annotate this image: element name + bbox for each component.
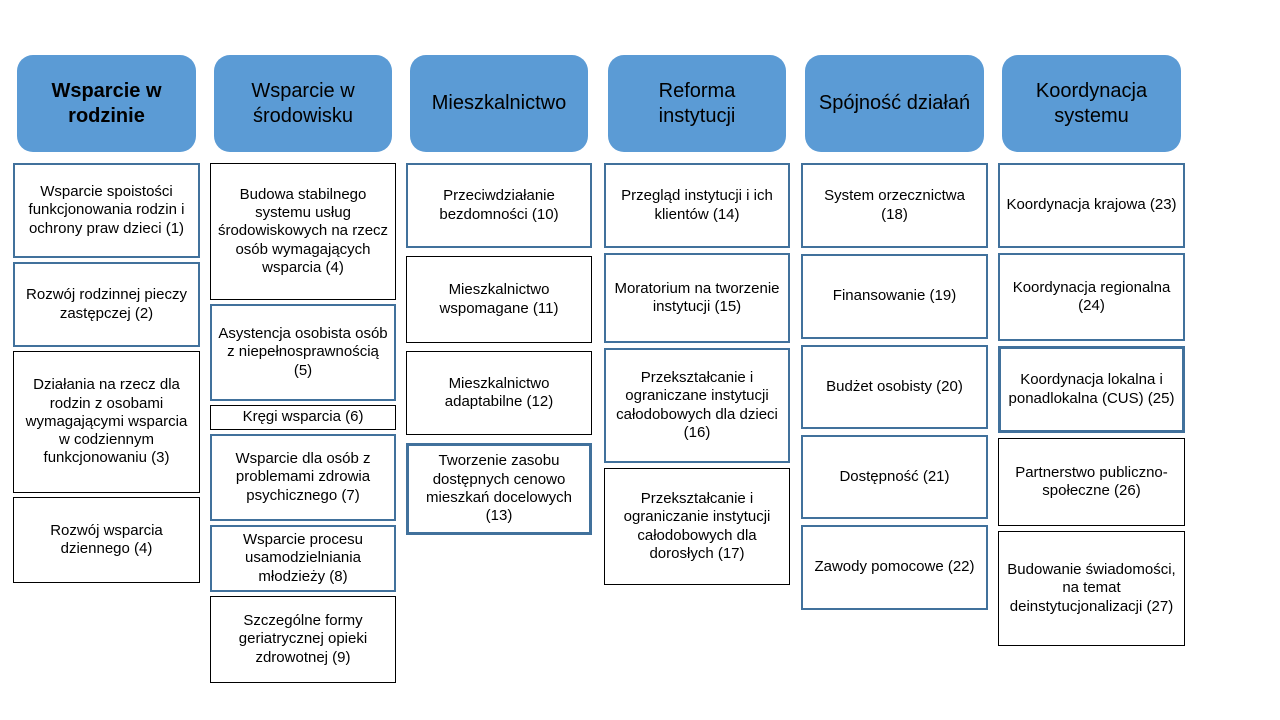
box-c4-4: Przekształcanie i ograniczanie instytucji całodobowych dla dorosłych (17)	[604, 468, 790, 585]
column-spojnosc-dzialan	[801, 55, 988, 616]
box-c2-4: Wsparcie dla osób z problemami zdrowia psychicznego (7)	[210, 434, 396, 521]
column-header-reforma-instytucji: Reforma instytucji	[608, 55, 786, 152]
box-c5-2: Finansowanie (19)	[801, 254, 988, 339]
box-c1-4: Rozwój wsparcia dziennego (4)	[13, 497, 200, 583]
box-c4-3: Przekształcanie i ograniczane instytucji całodobowych dla dzieci (16)	[604, 348, 790, 463]
column-header-koordynacja-systemu: Koordynacja systemu	[1002, 55, 1181, 152]
column-wsparcie-w-rodzinie	[13, 55, 200, 587]
box-c4-2: Moratorium na tworzenie instytucji (15)	[604, 253, 790, 343]
box-c5-5: Zawody pomocowe (22)	[801, 525, 988, 610]
box-c2-5: Wsparcie procesu usamodzielniania młodzieży (8)	[210, 525, 396, 592]
box-c1-1: Wsparcie spoistości funkcjonowania rodzin i ochrony praw dzieci (1)	[13, 163, 200, 258]
column-header-wsparcie-w-rodzinie: Wsparcie w rodzinie	[17, 55, 196, 152]
box-c2-2: Asystencja osobista osób z niepełnosprawnością (5)	[210, 304, 396, 401]
box-c6-5: Budowanie świadomości, na temat deinstytucjonalizacji (27)	[998, 531, 1185, 646]
box-c2-1: Budowa stabilnego systemu usług środowiskowych na rzecz osób wymagających wsparcia (4)	[210, 163, 396, 300]
box-c5-1: System orzecznictwa (18)	[801, 163, 988, 248]
box-c4-1: Przegląd instytucji i ich klientów (14)	[604, 163, 790, 248]
column-wsparcie-w-srodowisku	[210, 55, 396, 687]
box-c3-3: Mieszkalnictwo adaptabilne (12)	[406, 351, 592, 435]
box-c6-2: Koordynacja regionalna (24)	[998, 253, 1185, 341]
box-c6-1: Koordynacja krajowa (23)	[998, 163, 1185, 248]
box-c6-4: Partnerstwo publiczno-społeczne (26)	[998, 438, 1185, 526]
box-c3-1: Przeciwdziałanie bezdomności (10)	[406, 163, 592, 248]
box-c1-3: Działania na rzecz dla rodzin z osobami wymagającymi wsparcia w codziennym funkcjonowaniu (3)	[13, 351, 200, 493]
column-mieszkalnictwo	[406, 55, 592, 543]
column-reforma-instytucji	[604, 55, 790, 590]
box-c1-2: Rozwój rodzinnej pieczy zastępczej (2)	[13, 262, 200, 347]
box-c2-3: Kręgi wsparcia (6)	[210, 405, 396, 430]
box-c5-3: Budżet osobisty (20)	[801, 345, 988, 429]
box-c3-2: Mieszkalnictwo wspomagane (11)	[406, 256, 592, 343]
box-c6-3: Koordynacja lokalna i ponadlokalna (CUS) (25)	[998, 346, 1185, 433]
box-c3-4: Tworzenie zasobu dostępnych cenowo mieszkań docelowych (13)	[406, 443, 592, 535]
column-header-wsparcie-w-srodowisku: Wsparcie w środowisku	[214, 55, 392, 152]
column-header-spojnosc-dzialan: Spójność działań	[805, 55, 984, 152]
box-c5-4: Dostępność (21)	[801, 435, 988, 519]
box-c2-6: Szczególne formy geriatrycznej opieki zdrowotnej (9)	[210, 596, 396, 683]
column-header-mieszkalnictwo: Mieszkalnictwo	[410, 55, 588, 152]
column-koordynacja-systemu	[998, 55, 1185, 651]
